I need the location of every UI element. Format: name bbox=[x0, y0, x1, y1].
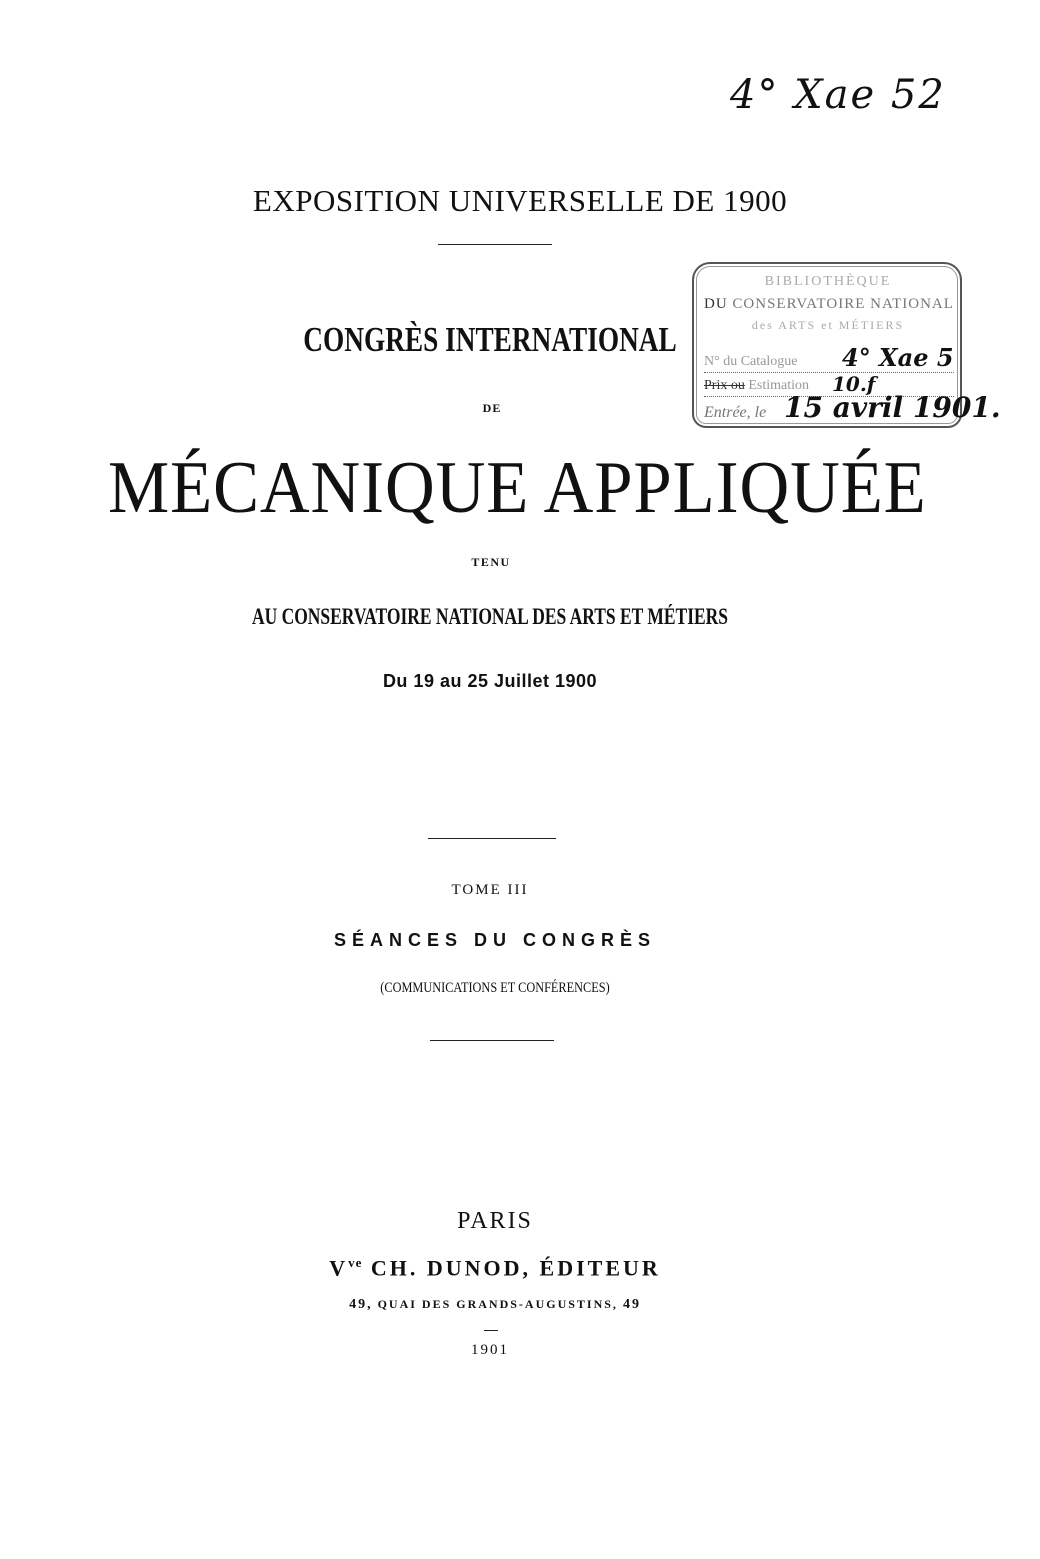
tenu-label: TENU bbox=[471, 555, 511, 569]
entry-value: 15 avril 1901. bbox=[784, 391, 1001, 424]
volume-title: SÉANCES DU CONGRÈS bbox=[333, 930, 657, 950]
main-title: MÉCANIQUE APPLIQUÉE bbox=[108, 447, 927, 529]
separator-rule bbox=[484, 1330, 498, 1331]
exposition-heading: EXPOSITION UNIVERSELLE DE 1900 bbox=[252, 183, 788, 218]
price-label-estimation: Estimation bbox=[748, 378, 810, 393]
catalogue-label: N° du Catalogue bbox=[704, 354, 798, 369]
stamp-conservatoire-text: CONSERVATOIRE NATIONAL bbox=[732, 296, 954, 312]
publisher-prefix-sup: ve bbox=[348, 1255, 363, 1270]
publisher-prefix: V bbox=[329, 1255, 349, 1281]
imprint-city: PARIS bbox=[457, 1208, 533, 1234]
stamp-line-bibliotheque: BIBLIOTHÈQUE bbox=[764, 274, 892, 289]
stamp-du: DU bbox=[704, 296, 728, 312]
separator-rule bbox=[428, 838, 556, 839]
address-street: QUAI DES GRANDS-AUGUSTINS, bbox=[377, 1297, 618, 1311]
tome-label: TOME III bbox=[451, 882, 529, 898]
separator-rule bbox=[438, 244, 552, 245]
library-stamp bbox=[692, 262, 1001, 428]
stamp-entry-field bbox=[704, 391, 1001, 424]
stamp-catalogue-field bbox=[704, 342, 954, 373]
handwritten-shelfmark: 4° Xae 52 bbox=[730, 72, 946, 118]
imprint-year: 1901 bbox=[471, 1342, 509, 1358]
stamp-line-arts-metiers: des ARTS et MÉTIERS bbox=[751, 318, 905, 332]
imprint-publisher bbox=[0, 1255, 990, 1281]
de-label: DE bbox=[482, 401, 502, 415]
address-number-right: 49 bbox=[622, 1297, 641, 1312]
price-value: 10.f bbox=[832, 372, 876, 396]
entry-label: Entrée, le bbox=[704, 404, 767, 421]
address-number-left: 49, bbox=[349, 1297, 373, 1312]
imprint-address bbox=[0, 1297, 990, 1313]
dates-line: Du 19 au 25 Juillet 1900 bbox=[382, 671, 598, 691]
stamp-line-conservatoire bbox=[704, 296, 952, 313]
catalogue-value: 4° Xae 5 bbox=[842, 343, 954, 372]
separator-rule bbox=[430, 1040, 554, 1041]
volume-subtitle: (COMMUNICATIONS ET CONFÉRENCES) bbox=[380, 980, 610, 996]
congres-heading: CONGRÈS INTERNATIONAL bbox=[303, 320, 677, 359]
price-label-struck: Prix ou bbox=[704, 378, 745, 393]
location-line: AU CONSERVATOIRE NATIONAL DES ARTS ET MÉTIERS bbox=[251, 604, 729, 629]
publisher-name: CH. DUNOD, ÉDITEUR bbox=[370, 1255, 661, 1281]
